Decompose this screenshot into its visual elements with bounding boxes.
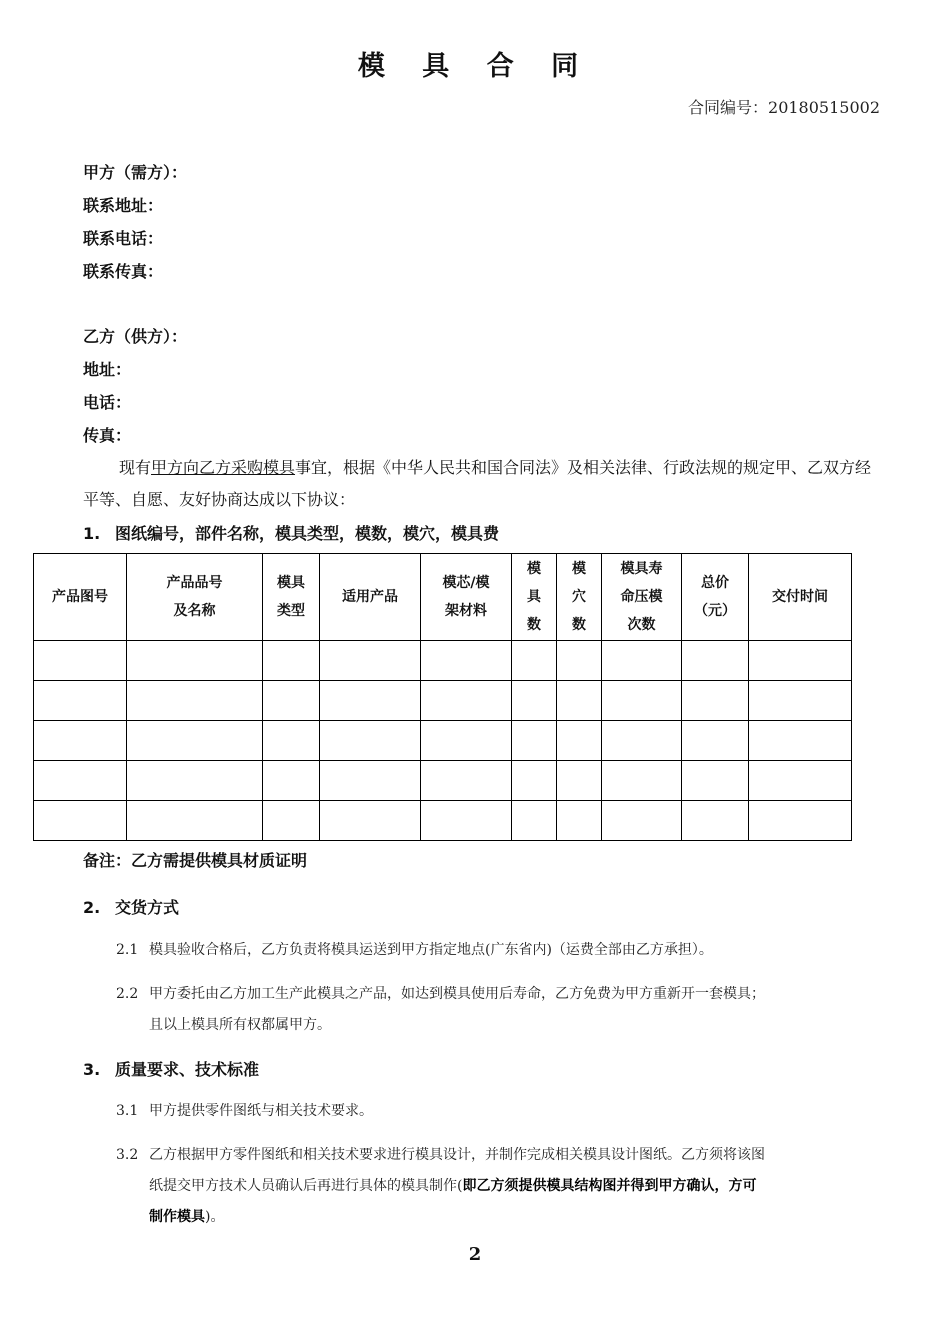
table-cell [602, 681, 682, 721]
table-cell [34, 641, 127, 681]
table-cell [34, 761, 127, 801]
page-number: 2 [468, 1244, 482, 1265]
table-header [682, 554, 749, 641]
section-2-number: 2. [83, 898, 101, 917]
table-body [34, 641, 852, 841]
table-cell [602, 641, 682, 681]
section-1-title: 图纸编号，部件名称，模具类型，模数，模穴，模具费 [115, 524, 500, 543]
section-2-heading [83, 895, 179, 918]
party-b-address: 地址： [83, 360, 132, 379]
table-cell [749, 681, 852, 721]
clause-text: 甲方委托由乙方加工生产此模具之产品，如达到模具使用后寿命，乙方免费为甲方重新开一套模具； [149, 986, 765, 1002]
table-cell [127, 681, 263, 721]
header-text: 交付时间 [772, 589, 828, 605]
party-b-fax: 传真： [83, 426, 132, 445]
table-cell [512, 761, 557, 801]
table-header [421, 554, 512, 641]
clause-text-continued [116, 1202, 886, 1233]
table-cell [602, 801, 682, 841]
table-cell [421, 641, 512, 681]
intro-prefix: 现有 [119, 458, 152, 477]
table-cell [557, 801, 602, 841]
table-cell [421, 721, 512, 761]
table-cell [320, 761, 421, 801]
clause-text: 乙方根据甲方零件图纸和相关技术要求进行模具设计，并制作完成相关模具设计图纸。乙方须将该图 [149, 1147, 765, 1163]
clause-text-bold: 即乙方须提供模具结构图并得到甲方确认，方可 [462, 1178, 757, 1194]
table-cell [557, 721, 602, 761]
section-3-number: 3. [83, 1060, 101, 1079]
section-1-number: 1. [83, 524, 101, 543]
table-cell [127, 641, 263, 681]
table-cell [682, 681, 749, 721]
table-header [512, 554, 557, 641]
table-row [34, 641, 852, 681]
clause-3-1 [116, 1096, 886, 1127]
clause-3-2 [116, 1140, 886, 1233]
clause-text-continued: 且以上模具所有权都属甲方。 [149, 1017, 331, 1033]
table-row [34, 681, 852, 721]
table-cell [263, 801, 320, 841]
header-text: 模 穴 数 [572, 561, 586, 633]
party-a-fax: 联系传真： [83, 262, 164, 281]
party-a-label: 甲方（需方）： [83, 163, 188, 182]
table-header [127, 554, 263, 641]
table-cell [749, 721, 852, 761]
table-cell [320, 801, 421, 841]
contract-title: 模 具 合 同 [357, 51, 593, 82]
table-cell [602, 761, 682, 801]
table-cell [602, 721, 682, 761]
table-header [749, 554, 852, 641]
table-cell [127, 761, 263, 801]
table-cell [512, 681, 557, 721]
header-text: 模具寿 命压模 次数 [620, 561, 663, 633]
table-header [320, 554, 421, 641]
table-cell [512, 801, 557, 841]
header-text: 模具 类型 [277, 575, 305, 619]
table-cell [512, 721, 557, 761]
table-row [34, 801, 852, 841]
section-2-title: 交货方式 [115, 898, 180, 917]
remark: 备注：乙方需提供模具材质证明 [83, 851, 308, 870]
table-cell [34, 681, 127, 721]
header-text: 总价 （元） [694, 575, 736, 619]
table-cell [320, 681, 421, 721]
table-cell [749, 761, 852, 801]
table-header [602, 554, 682, 641]
table-row [34, 721, 852, 761]
table-header [263, 554, 320, 641]
clause-2-2 [116, 979, 886, 1041]
table-cell [127, 801, 263, 841]
table-cell [512, 641, 557, 681]
table-cell [34, 801, 127, 841]
clause-number: 3.2 [116, 1147, 139, 1163]
intro-paragraph [83, 452, 883, 516]
party-b-phone: 电话： [83, 393, 132, 412]
header-text: 适用产品 [342, 589, 398, 605]
party-b-label: 乙方（供方）： [83, 327, 188, 346]
table-cell [749, 641, 852, 681]
party-a-phone: 联系电话： [83, 229, 164, 248]
clause-text-continued [116, 1171, 886, 1202]
table-cell [557, 641, 602, 681]
table-cell [421, 761, 512, 801]
mold-table [33, 553, 852, 841]
section-3-title: 质量要求、技术标准 [115, 1060, 260, 1079]
clause-number: 2.1 [116, 942, 139, 958]
table-cell [263, 641, 320, 681]
table-cell [682, 641, 749, 681]
table-cell [263, 721, 320, 761]
clause-text-bold: 制作模具 [149, 1209, 205, 1225]
table-cell [557, 761, 602, 801]
header-text: 产品品号 及名称 [166, 575, 223, 619]
table-cell [421, 681, 512, 721]
header-text: 产品图号 [52, 589, 108, 605]
table-cell [682, 801, 749, 841]
table-cell [34, 721, 127, 761]
table-cell [421, 801, 512, 841]
clause-number: 2.2 [116, 986, 139, 1002]
table-cell [557, 681, 602, 721]
party-a-address: 联系地址： [83, 196, 164, 215]
clause-2-1 [116, 935, 886, 966]
table-cell [749, 801, 852, 841]
table-cell [682, 761, 749, 801]
header-text: 模 具 数 [527, 561, 541, 633]
intro-suffix: 事宜，根据《中华人民共和国合同法》及相关法律、行政法规的规定甲、乙双方经平等、自愿、友好协商达成以下协议： [83, 458, 872, 509]
clause-text: 模具验收合格后，乙方负责将模具运送到甲方指定地点(广东省内)（运费全部由乙方承担）。 [149, 942, 713, 958]
table-cell [127, 721, 263, 761]
table-cell [263, 761, 320, 801]
intro-underlined: 甲方向乙方采购模具 [151, 458, 296, 477]
table-header-row [34, 554, 852, 641]
table-cell [320, 641, 421, 681]
table-cell [320, 721, 421, 761]
contract-number: 合同编号：20180515002 [688, 98, 880, 117]
table-cell [682, 721, 749, 761]
clause-number: 3.1 [116, 1103, 139, 1119]
clause-text-plain: 纸提交甲方技术人员确认后再进行具体的模具制作( [149, 1178, 463, 1194]
table-row [34, 761, 852, 801]
table-header [34, 554, 127, 641]
header-text: 模芯/模 架材料 [442, 575, 490, 619]
section-1-heading [83, 521, 499, 544]
table-header [557, 554, 602, 641]
clause-text: 甲方提供零件图纸与相关技术要求。 [149, 1103, 373, 1119]
table-cell [263, 681, 320, 721]
section-3-heading [83, 1057, 259, 1080]
clause-text-tail: )。 [205, 1209, 225, 1225]
